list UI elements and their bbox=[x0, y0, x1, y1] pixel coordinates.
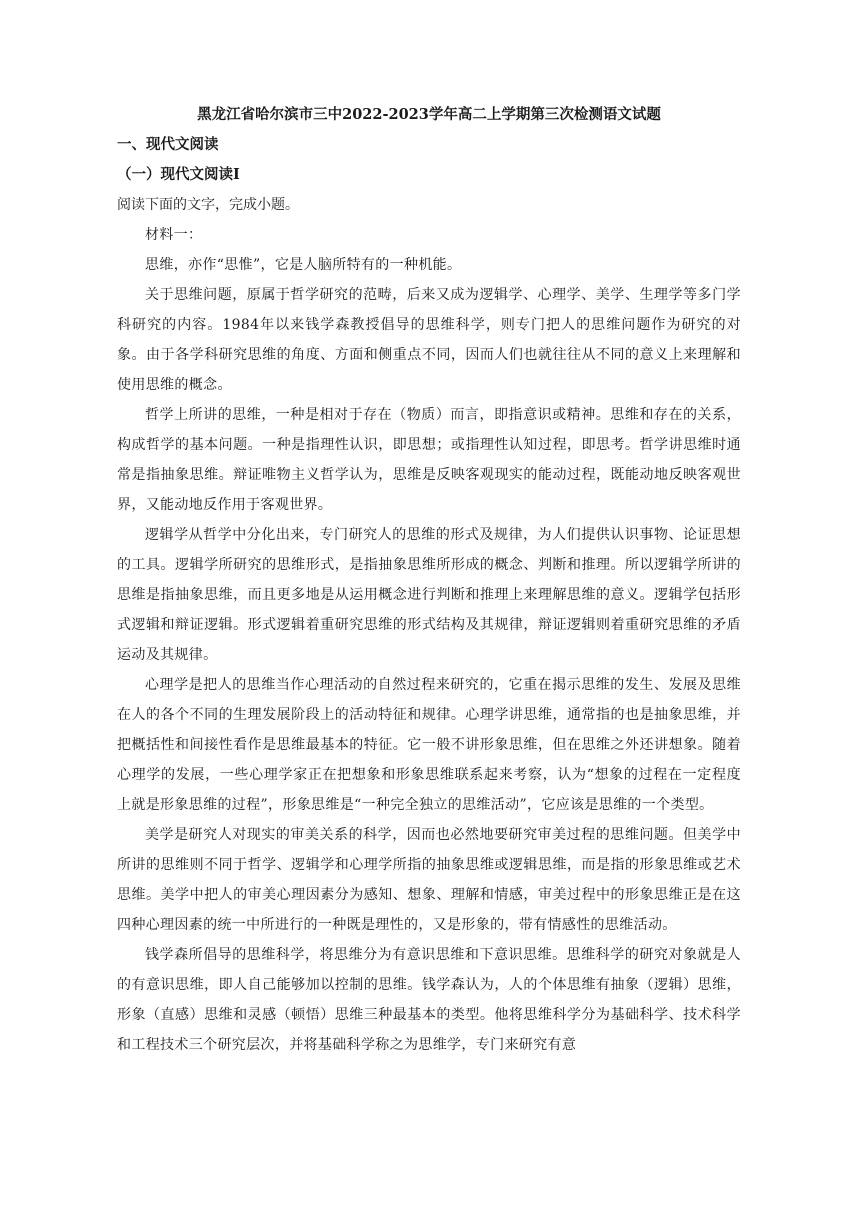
paragraph: 关于思维问题，原属于哲学研究的范畴，后来又成为逻辑学、心理学、美学、生理学等多门学科研究的内容。1984年以来钱学森教授倡导的思维科学，则专门把人的思维问题作为研究的对象。由于各学科研究思维的角度、方面和侧重点不同，因而人们也就往往从不同的意义上来理解和使用思维的概念。 bbox=[117, 287, 741, 393]
paragraph: 思维，亦作“思惟”，它是人脑所特有的一种机能。 bbox=[145, 257, 462, 273]
instruction-text: 阅读下面的文字，完成小题。 bbox=[117, 197, 299, 213]
paragraph: 哲学上所讲的思维，一种是相对于存在（物质）而言，即指意识或精神。思维和存在的关系，构成哲学的基本问题。一种是指理性认识，即思想；或指理性认知过程，即思考。哲学讲思维时通常是指抽象思维。辩证唯物主义哲学认为，思维是反映客观现实的能动过程，既能动地反映客观世界，又能动地反作用于客观世界。 bbox=[117, 407, 741, 513]
paragraph: 美学是研究人对现实的审美关系的科学，因而也必然地要研究审美过程的思维问题。但美学中所讲的思维则不同于哲学、逻辑学和心理学所指的抽象思维或逻辑思维，而是指的形象思维或艺术思维。美学中把人的审美心理因素分为感知、想象、理解和情感，审美过程中的形象思维正是在这四种心理因素的统一中所进行的一种既是理性的，又是形象的，带有情感性的思维活动。 bbox=[117, 827, 741, 933]
paragraph: 逻辑学从哲学中分化出来，专门研究人的思维的形式及规律，为人们提供认识事物、论证思想的工具。逻辑学所研究的思维形式，是指抽象思维所形成的概念、判断和推理。所以逻辑学所讲的思维是指抽象思维，而且更多地是从运用概念进行判断和推理上来理解思维的意义。逻辑学包括形式逻辑和辩证逻辑。形式逻辑着重研究思维的形式结构及其规律，辩证逻辑则着重研究思维的矛盾运动及其规律。 bbox=[117, 527, 741, 663]
subsection-heading: （一）现代文阅读Ⅰ bbox=[117, 166, 240, 183]
paragraph: 钱学森所倡导的思维科学，将思维分为有意识思维和下意识思维。思维科学的研究对象就是人的有意识思维，即人自己能够加以控制的思维。钱学森认为，人的个体思维有抽象（逻辑）思维，形象（直感）思维和灵感（顿悟）思维三种最基本的类型。他将思维科学分为基础科学、技术科学和工程技术三个研究层次，并将基础科学称之为思维学，专门来研究有意 bbox=[117, 947, 741, 1053]
document-title: 黑龙江省哈尔滨市三中2022-2023学年高二上学期第三次检测语文试题 bbox=[197, 106, 661, 123]
material-label: 材料一： bbox=[145, 227, 203, 243]
paragraph: 心理学是把人的思维当作心理活动的自然过程来研究的，它重在揭示思维的发生、发展及思维在人的各个不同的生理发展阶段上的活动特征和规律。心理学讲思维，通常指的也是抽象思维，并把概括性和间接性看作是思维最基本的特征。它一般不讲形象思维，但在思维之外还讲想象。随着心理学的发展，一些心理学家正在把想象和形象思维联系起来考察，认为“想象的过程在一定程度上就是形象思维的过程”，形象思维是“一种完全独立的思维活动”，它应该是思维的一个类型。 bbox=[117, 677, 741, 813]
document-page bbox=[117, 100, 741, 1060]
section-heading: 一、现代文阅读 bbox=[117, 136, 219, 153]
